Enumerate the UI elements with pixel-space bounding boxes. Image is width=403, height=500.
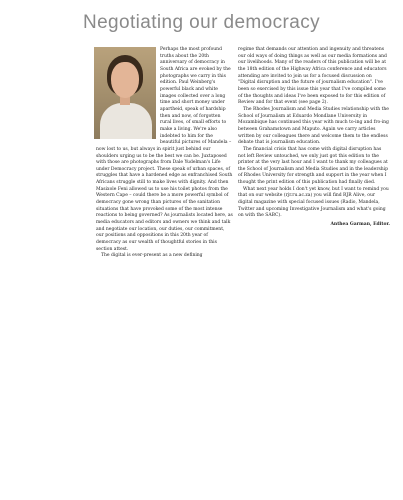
paragraph-5: What next year holds I don't yet know, but I want to remind you that on our website (rjr.ru.ac.za) you will find RJR Alive, our digital magazine with special focused issues (Radio, Mandela, Twitter and upcoming Investigative Journalism and what's going on with the SABC). <box>238 186 389 219</box>
article-column-right <box>238 47 390 229</box>
paragraph-2-start: The digital is ever-present as a new defining <box>101 253 203 259</box>
signature: Anthea Garman, Editor. <box>330 222 390 228</box>
paragraph-2-cont: regime that demands our attention and ingenuity and threatens our old ways of doing things as well as our media formations and our livelihoods. Many of the readers of this publication will be at the 18th edition of the Highway Africa conference and educators attending are invited to join us for a focused discussion on "Digital disruption and the future of journalism education". I've been so exercised by this issue this year that I've compiled some of the thoughts and ideas I've been exposed to for this edition of Review and for that event (see page 2). <box>238 47 387 106</box>
editor-photo <box>94 47 156 139</box>
paragraph-1: Perhaps the most profound truths about the 20th anniversary of democracy in South Africa are evoked by the photographs we carry in this edition. Paul Weinberg's powerful black and white images collected over a long time and short money under apartheid, speak of hardship then and now, of forgotten rural lives, of small efforts to make a living. We're also indebted to him for the beautiful pictures of Mandela – now lost to us, but always in spirit just behind our shoulders urging us to be the best we can be. Juxtaposed with those are photographs from Dale Yudelman's Life under Democracy project. These speak of urban spaces, of struggles that have a hardened edge as enfranchised South Africans struggle still to make lives with dignity. And then Masixole Feni allowed us to use his toilet photos from the Western Cape – could there be a more powerful symbol of democracy gone wrong than pictures of the sanitation situations that have provoked some of the most intense reactions to being governed? As journalists located here, as media educators and editors and owners we think and talk and negotiate our location, our duties, our commitment, our positions and oppositions in this 20th year of democracy as our wealth of thoughtful stories in this section attest. <box>96 47 233 252</box>
paragraph-3: The Rhodes Journalism and Media Studies relationship with the School of Journalism at Eduardo Mondlane University in Mozambique has continued this year with much to-ing and fro-ing between Grahamstown and Maputo. Again we carry articles written by our colleagues there and welcome them to the endless debate that is journalism education. <box>238 106 389 146</box>
paragraph-4: The financial crisis that has come with digital disruption has not left Review untouched, we only just got this edition to the printer at the very last hour and I want to thank my colleagues at the School of Journalism and Media Studies and in the leadership of Rhodes University for strength and support in the year when I thought the print edition of this publication had finally died. <box>238 146 388 186</box>
article-column-left <box>96 47 233 260</box>
page-title: Negotiating our democracy <box>82 12 321 33</box>
